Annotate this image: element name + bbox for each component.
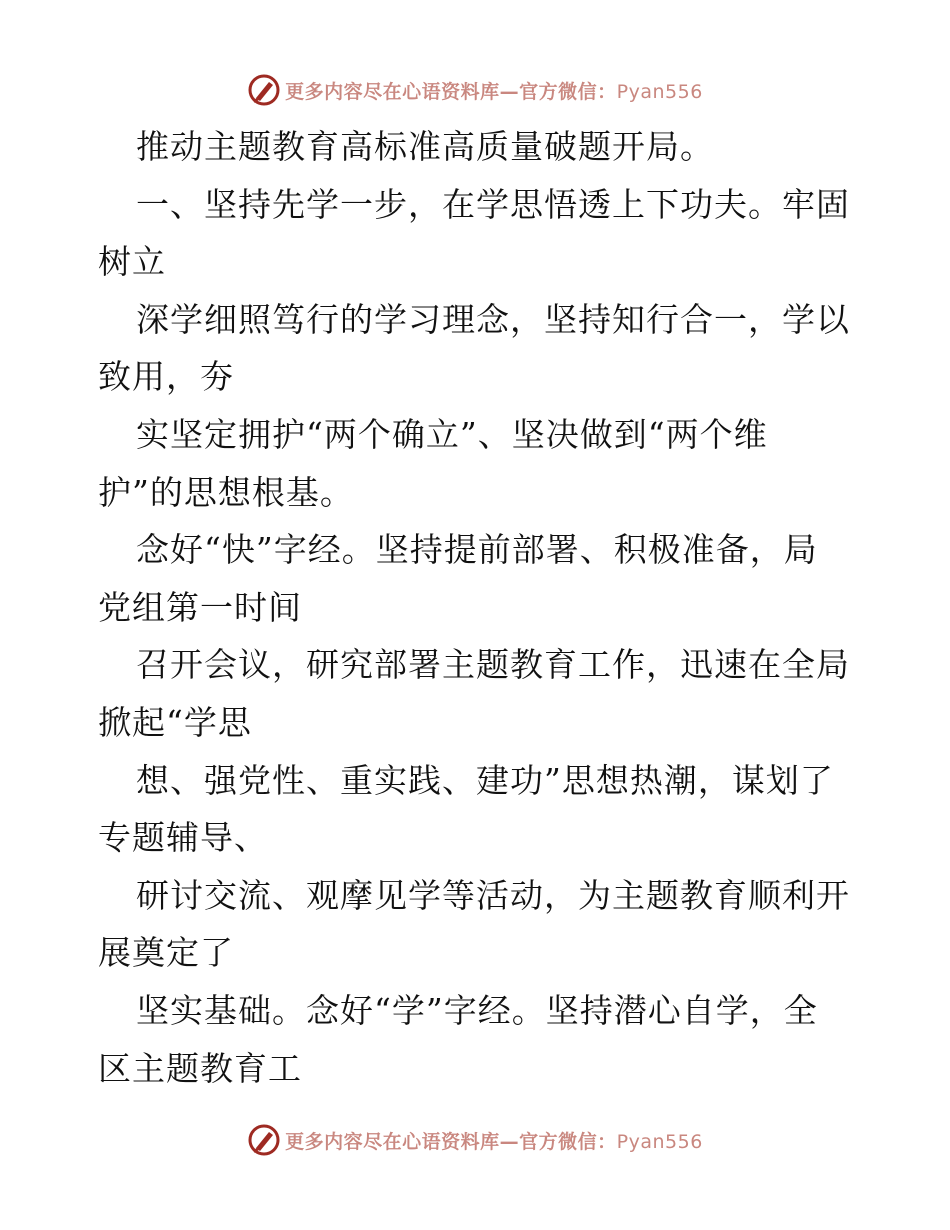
text-line: 研讨交流、观摩见学等活动，为主题教育顺利开 [136,875,850,915]
text-line: 实坚定拥护“两个确立”、坚决做到“两个维 [136,414,768,454]
pen-logo-icon [247,1123,281,1157]
text-line: 深学细照笃行的学习理念，坚持知行合一，学以 [136,299,850,339]
watermark-text: 更多内容尽在心语资料库—官方微信：Pyan556 [285,1130,703,1153]
text-line: 掀起“学思 [98,702,252,742]
text-line: 念好“快”字经。坚持提前部署、积极准备，局 [136,530,818,570]
watermark-text: 更多内容尽在心语资料库—官方微信：Pyan556 [285,80,703,103]
text-line: 想、强党性、重实践、建功”思想热潮，谋划了 [136,760,834,800]
pen-logo-icon [247,73,281,107]
text-line: 护”的思想根基。 [98,472,354,512]
text-line: 区主题教育工 [98,1048,302,1088]
text-line: 树立 [98,242,166,282]
text-line: 专题辅导、 [98,818,268,858]
text-line: 召开会议，研究部署主题教育工作，迅速在全局 [136,645,850,685]
text-line: 推动主题教育高标准高质量破题开局。 [136,127,714,166]
text-line: 展奠定了 [98,933,234,973]
text-line: 党组第一时间 [98,587,302,627]
text-line: 坚实基础。念好“学”字经。坚持潜心自学，全 [136,990,818,1030]
document-body [98,118,858,1097]
text-line: 致用，夯 [98,357,234,397]
text-line: 一、坚持先学一步，在学思悟透上下功夫。牢固 [136,184,850,224]
header-watermark [0,70,950,110]
footer-watermark [0,1120,950,1160]
